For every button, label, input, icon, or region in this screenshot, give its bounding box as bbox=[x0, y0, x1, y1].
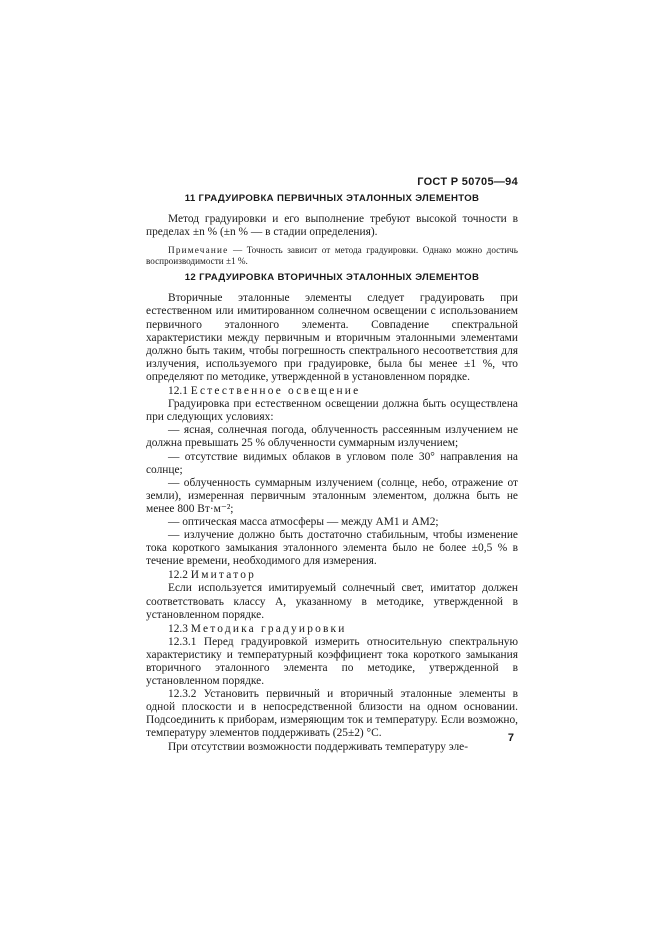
section-12-paragraph: Вторичные эталонные элементы следует градуировать при естественном или имитированном солнечном освещении с использованием первичного эталонного элемента. Совпадение спектральной характеристики между первичным и вторичным эталонными элементами должно быть таким, чтобы погрешность спектрального несоответствия для излучения, используемого при градуировке, была бы менее ±1 %, что определяют по методике, утвержденной в установленном порядке. bbox=[146, 292, 518, 383]
subsection-title: Методика градуировки bbox=[190, 622, 347, 635]
section-11-paragraph: Метод градуировки и его выполнение требуют высокой точности в пределах ±n % (±n % — в стадии определения). bbox=[146, 213, 518, 239]
subsection-title: Имитатор bbox=[190, 569, 257, 582]
clause-12-3-2-continuation: При отсутствии возможности поддерживать температуру эле- bbox=[168, 740, 469, 753]
note-label: Примечание bbox=[168, 245, 229, 256]
subsection-number: 12.1 bbox=[168, 385, 188, 398]
page-content bbox=[146, 192, 518, 754]
note-text: — Точность зависит от метода градуировки. Однако можно достичь воспроизводимости ±1 %. bbox=[146, 245, 518, 267]
subsection-12-1-intro: Градуировка при естественном освещении должна быть осуществлена при следующих условиях: bbox=[146, 398, 518, 424]
subsection-12-1-heading bbox=[146, 385, 518, 398]
subsection-number: 12.3 bbox=[168, 622, 188, 635]
clause-12-3-1: 12.3.1 Перед градуировкой измерить относительную спектральную характеристику и температурный коэффициент тока короткого замыкания вторичного эталонного элемента по методике, утвержденной в установленном порядке. bbox=[146, 635, 518, 688]
condition-item: — излучение должно быть достаточно стабильным, чтобы изменение тока короткого замыкания эталонного элемента было не более ±0,5 % в течение времени, необходимого для измерения. bbox=[146, 529, 518, 568]
subsection-title: Естественное освещение bbox=[190, 385, 361, 398]
subsection-number: 12.2 bbox=[168, 569, 188, 582]
page-number: 7 bbox=[507, 732, 514, 744]
subsection-12-2-heading bbox=[146, 569, 518, 582]
section-11-heading: 11 ГРАДУИРОВКА ПЕРВИЧНЫХ ЭТАЛОННЫХ ЭЛЕМЕНТОВ bbox=[184, 193, 480, 204]
clause-12-3-2: 12.3.2 Установить первичный и вторичный эталонные элементы в одной плоскости и в непосредственной близости на одном основании. Подсоединить к приборам, измеряющим ток и температуру. Если возможно, температуру элементов поддерживать (25±2) °С. bbox=[146, 688, 518, 740]
section-11-note bbox=[146, 245, 518, 267]
condition-item: — облученность суммарным излучением (солнце, небо, отражение от земли), измеренная первичным эталонным элементом, должна быть не менее 800 Вт·м⁻²; bbox=[146, 476, 518, 515]
section-12-heading: 12 ГРАДУИРОВКА ВТОРИЧНЫХ ЭТАЛОННЫХ ЭЛЕМЕНТОВ bbox=[184, 272, 480, 284]
condition-item: — оптическая масса атмосферы — между АМ1 и АМ2; bbox=[168, 515, 439, 528]
condition-item: — отсутствие видимых облаков в угловом поле 30° направления на солнце; bbox=[146, 450, 518, 476]
condition-item: — ясная, солнечная погода, облученность рассеянным излучением не должна превышать 25 % облученности суммарным излучением; bbox=[146, 424, 518, 450]
subsection-12-2-text: Если используется имитируемый солнечный свет, имитатор должен соответствовать классу А, указанному в методике, утвержденной в установленном порядке. bbox=[146, 582, 518, 621]
standard-designation: ГОСТ Р 50705—94 bbox=[417, 176, 518, 188]
subsection-12-3-heading bbox=[146, 623, 518, 636]
